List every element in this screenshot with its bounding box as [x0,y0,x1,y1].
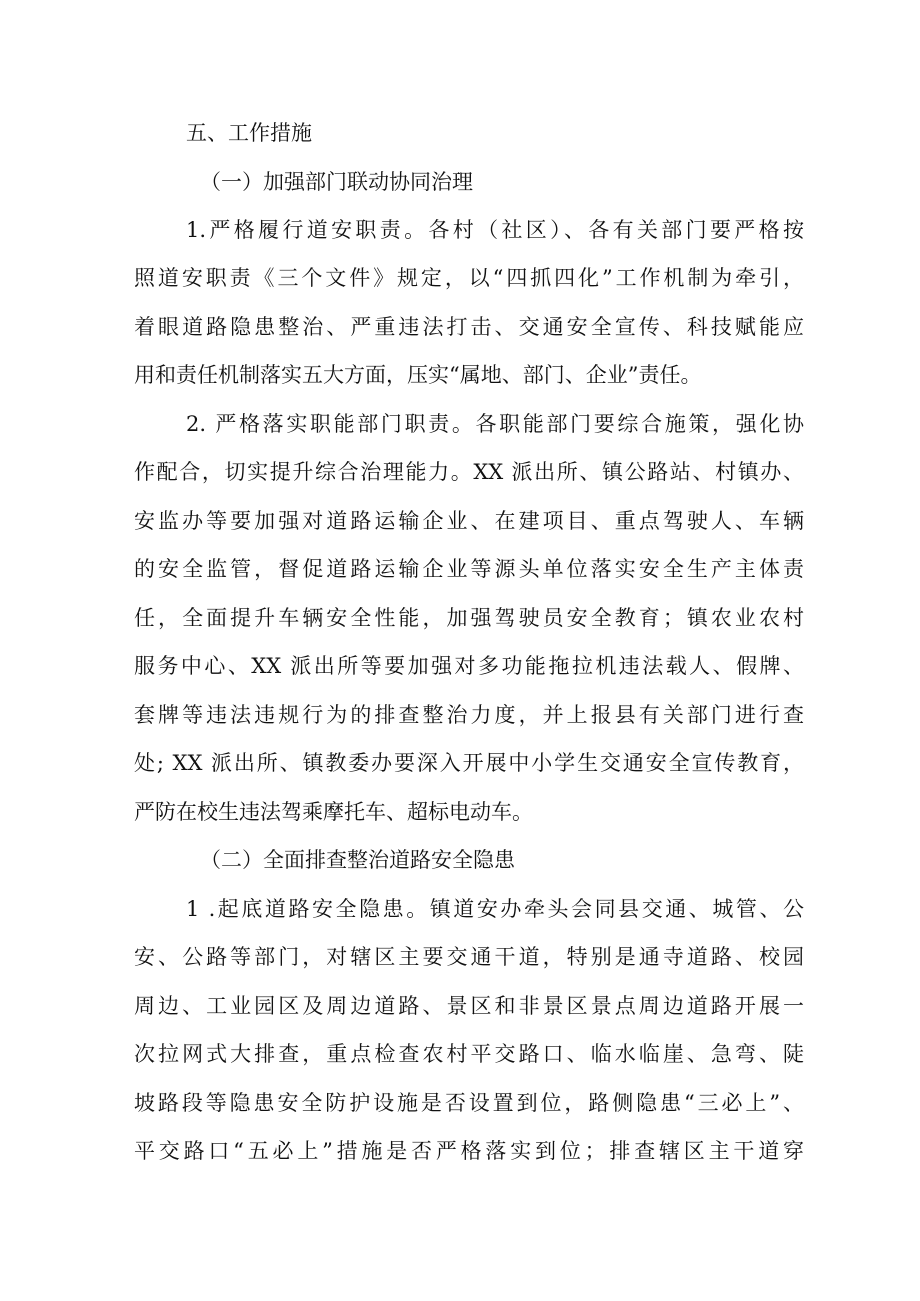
paragraph-line: 坡路段等隐患安全防护设施是否设置到位，路侧隐患“三必上”、 [134,1091,804,1115]
paragraph-line: 1.严格履行道安职责。各村（社区）、各有关部门要严格按 [186,218,804,242]
paragraph-line: 用和责任机制落实五大方面，压实“属地、部门、企业”责任。 [134,363,702,387]
paragraph-line: 安、公路等部门，对辖区主要交通干道，特别是通寺道路、校园 [134,945,804,969]
subsection-heading: （一）加强部门联动协同治理 [200,170,473,194]
paragraph-line: 1 .起底道路安全隐患。镇道安办牵头会同县交通、城管、公 [186,897,804,921]
paragraph-line: 处; XX 派出所、镇教委办要深入开展中小学生交通安全宣传教育， [134,751,804,775]
section-heading: 五、工作措施 [186,121,312,145]
paragraph-line: 照道安职责《三个文件》规定，以“四抓四化”工作机制为牵引， [134,266,804,290]
subsection-heading: （二）全面排查整治道路安全隐患 [200,848,515,872]
paragraph-line: 任，全面提升车辆安全性能，加强驾驶员安全教育；镇农业农村 [134,606,804,630]
paragraph-line: 套牌等违法违规行为的排查整治力度，并上报县有关部门进行查 [134,703,804,727]
paragraph-line: 的安全监管，督促道路运输企业等源头单位落实安全生产主体责 [134,557,804,581]
paragraph-line: 2. 严格落实职能部门职责。各职能部门要综合施策，强化协 [186,412,804,436]
paragraph-line: 次拉网式大排查，重点检查农村平交路口、临水临崖、急弯、陡 [134,1042,804,1066]
paragraph-line: 周边、工业园区及周边道路、景区和非景区景点周边道路开展一 [134,994,804,1018]
paragraph-line: 作配合，切实提升综合治理能力。XX 派出所、镇公路站、村镇办、 [134,460,804,484]
paragraph-line: 着眼道路隐患整治、严重违法打击、交通安全宣传、科技赋能应 [134,315,804,339]
paragraph-line: 严防在校生违法驾乘摩托车、超标电动车。 [134,800,533,824]
paragraph-line: 服务中心、XX 派出所等要加强对多功能拖拉机违法载人、假牌、 [134,654,804,678]
paragraph-line: 平交路口“五必上”措施是否严格落实到位；排查辖区主干道穿 [134,1139,804,1163]
paragraph-line: 安监办等要加强对道路运输企业、在建项目、重点驾驶人、车辆 [134,509,804,533]
